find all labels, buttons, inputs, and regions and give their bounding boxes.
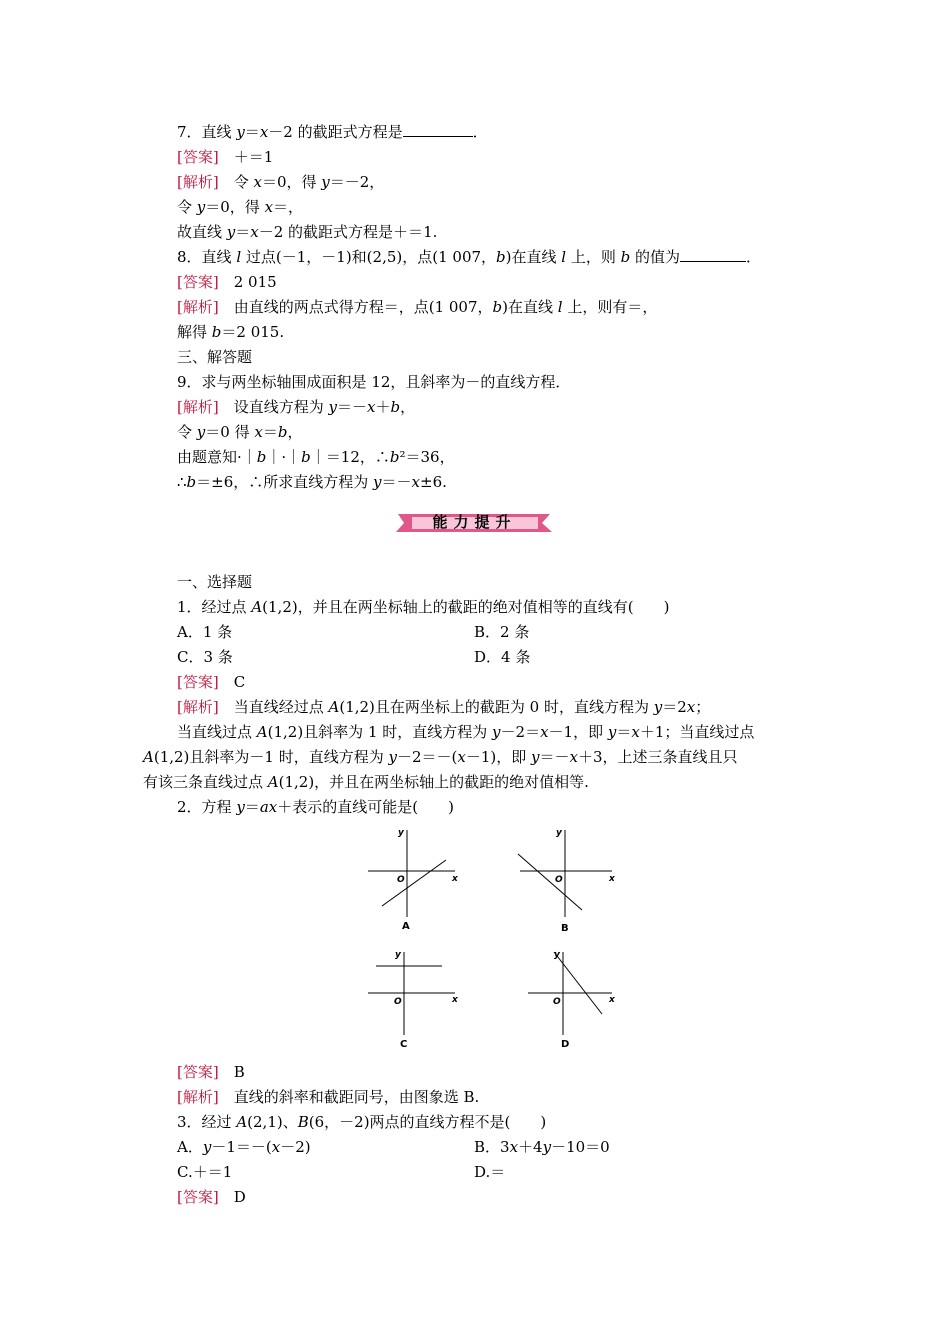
q7-analysis-line2: 令 y＝0，得 x＝，: [177, 198, 304, 216]
p3-answer: [答案] D: [177, 1188, 246, 1206]
q9-analysis: [解析] 设直线方程为 y＝－x＋b，: [177, 398, 416, 416]
graph-c-caption: C: [400, 1039, 408, 1050]
p2-answer: [答案] B: [177, 1063, 245, 1081]
ability-banner: [392, 510, 557, 536]
graph-d-x-label: x: [609, 995, 615, 1005]
p3-stem: 3．经过 A(2,1)、B(6，－2)两点的直线方程不是( ): [177, 1113, 547, 1131]
graph-d-origin: O: [553, 997, 561, 1007]
p3-option-b: B．3x＋4y－10＝0: [474, 1138, 610, 1156]
q9-analysis-line2: 令 y＝0 得 x＝b，: [177, 423, 303, 441]
banner-title: 能力提升: [432, 513, 517, 531]
q8-stem: 8．直线 l 过点(－1，－1)和(2,5)，点(1 007，b)在直线 l 上，则 b 的值为 ．: [177, 248, 762, 266]
graph-a-y-label: y: [398, 828, 404, 838]
graph-c-x-label: x: [452, 995, 458, 1005]
q7-answer: [答案] ＋＝1: [177, 148, 274, 166]
p1-option-c: C．3 条: [177, 648, 233, 666]
graph-b-caption: B: [561, 923, 569, 934]
graph-d-caption: D: [561, 1039, 570, 1050]
p1-analysis-line4: 有该三条直线过点 A(1,2)，并且在两坐标轴上的截距的绝对值相等.: [143, 773, 589, 791]
graph-c-origin: O: [394, 997, 402, 1007]
q8-solve: 解得 b＝2 015.: [177, 323, 285, 341]
p1-answer: [答案] C: [177, 673, 246, 691]
p1-analysis-line2: 当直线过点 A(1,2)且斜率为 1 时，直线方程为 y－2＝x－1，即 y＝x＋1；当直线过点: [177, 723, 755, 741]
answer-blank: [680, 247, 746, 262]
graph-b-origin: O: [555, 875, 563, 885]
q7-stem: 7．直线 y＝x－2 的截距式方程是 ．: [177, 123, 488, 141]
graph-d-line: [554, 952, 602, 1014]
q9-analysis-line3: 由题意知·｜b｜·｜b｜＝12，∴b²＝36，: [177, 448, 455, 466]
q7-analysis-line3: 故直线 y＝x－2 的截距式方程是＋＝1.: [177, 223, 438, 241]
p2-figures: [360, 822, 640, 1054]
graph-a-caption: A: [402, 921, 410, 932]
p1-stem: 1．经过点 A(1,2)，并且在两坐标轴上的截距的绝对值相等的直线有( ): [177, 598, 670, 616]
p1-analysis: [解析] 当直线经过点 A(1,2)且在两坐标上的截距为 0 时，直线方程为 y＝2x；: [177, 698, 711, 716]
q7-analysis: [解析] 令 x＝0，得 y＝－2，: [177, 173, 385, 191]
p2-analysis: [解析] 直线的斜率和截距同号，由图象选 B.: [177, 1088, 480, 1106]
q9-stem: 9．求与两坐标轴围成面积是 12，且斜率为－的直线方程．: [177, 373, 571, 391]
q8-analysis: [解析] 由直线的两点式得方程＝，点(1 007，b)在直线 l 上，则有＝，: [177, 298, 658, 316]
section-heading-solutions: 三、解答题: [177, 348, 253, 366]
p1-option-a: A．1 条: [177, 623, 233, 641]
graph-c-y-label: y: [395, 950, 401, 960]
graph-b-x-label: x: [609, 874, 615, 884]
graph-a-x-label: x: [452, 874, 458, 884]
p2-stem: 2．方程 y＝ax＋表示的直线可能是( ): [177, 798, 454, 816]
graph-a-line: [382, 860, 446, 906]
p1-analysis-line3: A(1,2)且斜率为－1 时，直线方程为 y－2＝－(x－1)，即 y＝－x＋3，上述三条直线且只: [143, 748, 738, 766]
p1-options-row1: [177, 622, 232, 642]
graph-b-y-label: y: [556, 828, 562, 838]
q8-answer: [答案] 2 015: [177, 273, 277, 291]
p1-option-d: D．4 条: [474, 648, 531, 666]
section-heading-choice: 一、选择题: [177, 573, 253, 591]
graph-d-y-label: y: [554, 950, 560, 960]
p1-option-b: B．2 条: [474, 623, 530, 641]
graph-b-line: [518, 854, 582, 910]
q9-analysis-line4: ∴b＝±6，∴所求直线方程为 y＝－x±6.: [177, 473, 447, 491]
answer-blank: [403, 122, 473, 137]
p3-option-d: D.＝: [474, 1163, 506, 1181]
p3-option-a: A．y－1＝－(x－2): [177, 1138, 311, 1156]
p3-option-c: C.＋＝1: [177, 1163, 233, 1181]
graph-a-origin: O: [397, 875, 405, 885]
